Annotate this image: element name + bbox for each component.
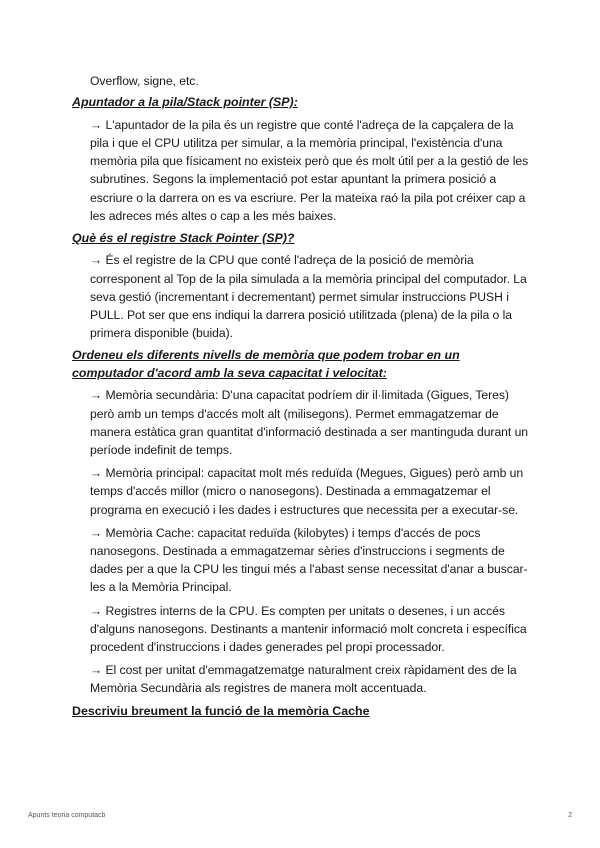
footer-page-number: 2 (568, 812, 572, 819)
section-memory-levels (72, 347, 532, 697)
paragraph: → Memòria Cache: capacitat reduïda (kilobytes) i temps d'accés de pocs nanosegons. Destinada a emmagatzemar sèries d'instruccions i segments de dades per a que la CPU les tingui més a l'abast sense necessitat d'anar a buscar-les a la Memòria Principal. (90, 525, 528, 595)
intro-text: Overflow, signe, etc. (90, 74, 199, 88)
paragraph: → El cost per unitat d'emmagatzematge naturalment creix ràpidament des de la Memòria Secundària als registres de manera molt accentuada. (90, 663, 517, 696)
paragraph: → Memòria principal: capacitat molt més reduïda (Megues, Gigues) però amb un temps d'accés millor (micro o nanosegons). Destinada a emmagatzemar el programa en execució i les dades i estructures que necessita per a executar-se. (90, 466, 524, 517)
section-stack-pointer (72, 94, 532, 225)
section-heading: Què és el registre Stack Pointer (SP)? (72, 230, 295, 245)
page-content (72, 72, 532, 724)
section-heading: Apuntador a la pila/Stack pointer (SP): (72, 95, 298, 110)
paragraph: → Memòria secundària: D'una capacitat podríem dir il·limitada (Gigues, Teres) però amb un temps d'accés molt alt (milisegons). Permet emmagatzemar de manera estàtica gran quantitat d'informació destinada a ser mantinguda durant un període indefinit de temps. (90, 388, 529, 458)
paragraph: → És el registre de la CPU que conté l'adreça de la posició de memòria corresponent al Top de la pila simulada a la memòria principal del computador. La seva gestió (incrementant i decrementant) permet simular instruccions PUSH i PULL. Pot ser que ens indiqui la darrera posició utilitzada (plena) de la pila o la primera disponible (buida). (90, 253, 527, 341)
paragraph: → L'apuntador de la pila és un registre que conté l'adreça de la capçalera de la pila i que el CPU utilitza per simular, a la memòria principal, l'existència d'una memòria pila que físicament no existeix però que és molt útil per a la gestió de les subrutines. Segons la implementació pot estar apuntant la primera posició a escriure o la darrera on es va escriure. Per la mateixa raó la pila pot créixer cap a les adreces més altes o cap a les més baixes. (90, 117, 529, 223)
section-heading: Descriviu breument la funció de la memòria Cache (72, 703, 370, 718)
section-heading: Ordeneu els diferents nivells de memòria que podem trobar en un computador d'acord amb la seva capacitat i velocitat: (72, 348, 460, 380)
section-sp-register (72, 230, 532, 343)
paragraph: → Registres interns de la CPU. Es compten per unitats o desenes, i un accés d'alguns nanosegons. Destinants a mantenir informació molt concreta i específica procedent d'instruccions i dades generades pel propi processador. (90, 603, 527, 655)
footer-document-title: Apunts teoria computacb (28, 812, 106, 819)
section-cache-function (72, 703, 532, 721)
